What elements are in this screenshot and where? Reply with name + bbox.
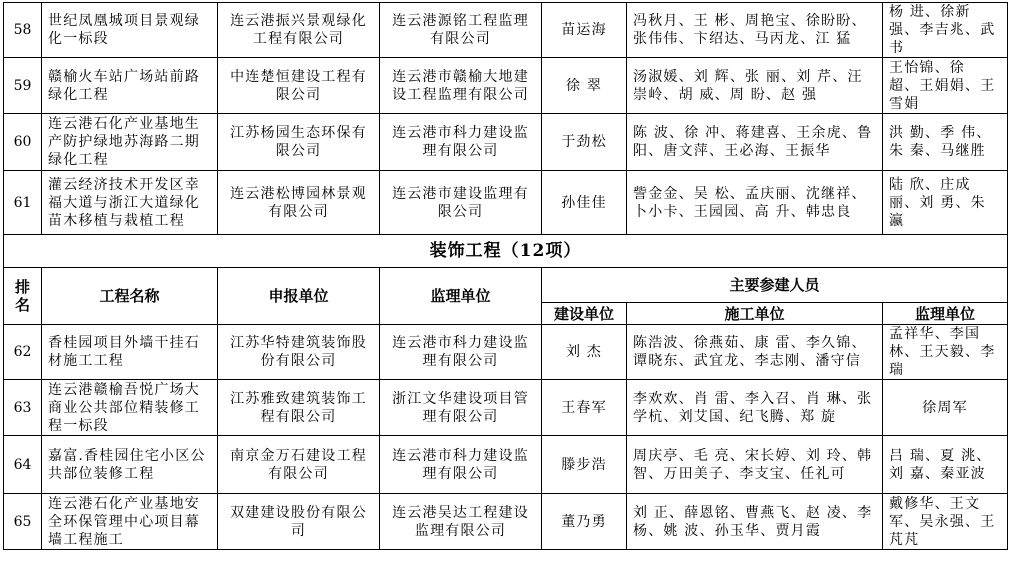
construct-unit-cell: 周庆亭、毛 亮、宋长婷、刘 玲、韩 智、万田美子、李支宝、任礼可 <box>627 436 883 494</box>
construct-unit-cell: 刘 正、薛恩铭、曹燕飞、赵 凌、李 杨、姚 波、孙玉华、贾月霞 <box>627 494 883 550</box>
table-row <box>4 380 1008 436</box>
build-unit-cell: 徐 翠 <box>542 58 627 114</box>
build-unit-cell: 孙佳佳 <box>542 171 627 235</box>
build-unit-cell: 滕步浩 <box>542 436 627 494</box>
supervisor-cell: 连云港市科力建设监理有限公司 <box>380 325 542 380</box>
supervise-unit-cell: 吕 瑞、夏 洮、刘 嘉、秦亚波 <box>883 436 1008 494</box>
table-row <box>4 3 1008 58</box>
applicant-header: 申报单位 <box>218 268 380 325</box>
applicant-cell: 江苏杨园生态环保有限公司 <box>218 114 380 171</box>
project-name-cell: 嘉富.香桂园住宅小区公共部位装修工程 <box>42 436 218 494</box>
project-name-cell: 灌云经济技术开发区幸福大道与浙江大道绿化苗木移植与栽植工程 <box>42 171 218 235</box>
construct-unit-cell: 訾金金、吴 松、孟庆丽、沈继祥、卜小卡、王园园、高 升、韩忠良 <box>627 171 883 235</box>
row-number: 65 <box>4 494 42 550</box>
table-row <box>4 58 1008 114</box>
supervise-unit-cell: 杨 进、徐新强、李吉兆、武 书 <box>883 3 1008 58</box>
construct-unit-cell: 汤淑媛、刘 辉、张 丽、刘 芹、汪崇岭、胡 威、周 盼、赵 强 <box>627 58 883 114</box>
project-name-cell: 赣榆火车站广场站前路绿化工程 <box>42 58 218 114</box>
section-title-row <box>4 235 1008 268</box>
construct-unit-cell: 李欢欢、肖 雷、李入召、肖 琳、张学杭、刘艾国、纪飞腾、郑 旋 <box>627 380 883 436</box>
supervise-unit-cell: 王怡锦、徐 超、王娟娟、王雪娟 <box>883 58 1008 114</box>
supervisor-cell: 连云港市科力建设监理有限公司 <box>380 114 542 171</box>
supervise-unit-cell: 戴修华、王文军、吴永强、王芃芃 <box>883 494 1008 550</box>
construct-unit-cell: 冯秋月、王 彬、周艳宝、徐盼盼、张伟伟、卞绍达、马丙龙、江 猛 <box>627 3 883 58</box>
main-people-header: 主要参建人员 <box>542 268 1008 303</box>
project-name-cell: 世纪凤凰城项目景观绿化一标段 <box>42 3 218 58</box>
applicant-cell: 南京金万石建设工程有限公司 <box>218 436 380 494</box>
table-row <box>4 436 1008 494</box>
supervisor-cell: 连云港市科力建设监理有限公司 <box>380 436 542 494</box>
applicant-cell: 江苏华特建筑装饰股份有限公司 <box>218 325 380 380</box>
construct-unit-header: 施工单位 <box>627 303 883 325</box>
supervisor-cell: 连云港市建设监理有限公司 <box>380 171 542 235</box>
supervisor-cell: 连云港源铭工程监理有限公司 <box>380 3 542 58</box>
project-name-cell: 连云港石化产业基地生产防护绿地苏海路二期绿化工程 <box>42 114 218 171</box>
supervisor-cell: 连云港吴达工程建设监理有限公司 <box>380 494 542 550</box>
section-title: 装饰工程（12项） <box>4 235 1008 268</box>
build-unit-cell: 王春军 <box>542 380 627 436</box>
row-number: 63 <box>4 380 42 436</box>
supervisor-cell: 浙江文华建设项目管理有限公司 <box>380 380 542 436</box>
row-number: 58 <box>4 3 42 58</box>
supervise-unit-cell: 徐周军 <box>883 380 1008 436</box>
applicant-cell: 连云港振兴景观绿化工程有限公司 <box>218 3 380 58</box>
supervise-unit-cell: 陆 欣、庄成丽、刘 勇、朱 瀛 <box>883 171 1008 235</box>
applicant-cell: 中连楚恒建设工程有限公司 <box>218 58 380 114</box>
build-unit-header: 建设单位 <box>542 303 627 325</box>
row-number: 60 <box>4 114 42 171</box>
rank-header: 排名 <box>4 268 42 325</box>
project-name-cell: 连云港赣榆吾悦广场大商业公共部位精装修工程一标段 <box>42 380 218 436</box>
row-number: 62 <box>4 325 42 380</box>
awards-table <box>3 2 1008 550</box>
construct-unit-cell: 陈浩波、徐燕茹、康 雷、李久锦、谭晓东、武宜龙、李志刚、潘守信 <box>627 325 883 380</box>
project-name-cell: 连云港石化产业基地安全环保管理中心项目幕墙工程施工 <box>42 494 218 550</box>
applicant-cell: 双建建设股份有限公司 <box>218 494 380 550</box>
supervisor-cell: 连云港市赣榆大地建设工程监理有限公司 <box>380 58 542 114</box>
supervisor-header: 监理单位 <box>380 268 542 325</box>
table-row <box>4 494 1008 550</box>
row-number: 64 <box>4 436 42 494</box>
row-number: 61 <box>4 171 42 235</box>
construct-unit-cell: 陈 波、徐 冲、蒋建喜、王余虎、鲁 阳、唐文萍、王必海、王振华 <box>627 114 883 171</box>
build-unit-cell: 刘 杰 <box>542 325 627 380</box>
supervise-unit-cell: 孟祥华、李国林、王天毅、李 瑞 <box>883 325 1008 380</box>
table-row <box>4 171 1008 235</box>
supervise-unit-header: 监理单位 <box>883 303 1008 325</box>
build-unit-cell: 于劲松 <box>542 114 627 171</box>
build-unit-cell: 苗运海 <box>542 3 627 58</box>
project-name-header: 工程名称 <box>42 268 218 325</box>
applicant-cell: 江苏雅致建筑装饰工程有限公司 <box>218 380 380 436</box>
row-number: 59 <box>4 58 42 114</box>
project-name-cell: 香桂园项目外墙干挂石材施工工程 <box>42 325 218 380</box>
table-row <box>4 325 1008 380</box>
supervise-unit-cell: 洪 勤、季 伟、朱 秦、马继胜 <box>883 114 1008 171</box>
applicant-cell: 连云港松博园林景观有限公司 <box>218 171 380 235</box>
table-row <box>4 114 1008 171</box>
build-unit-cell: 董乃勇 <box>542 494 627 550</box>
header-row <box>4 268 1008 303</box>
